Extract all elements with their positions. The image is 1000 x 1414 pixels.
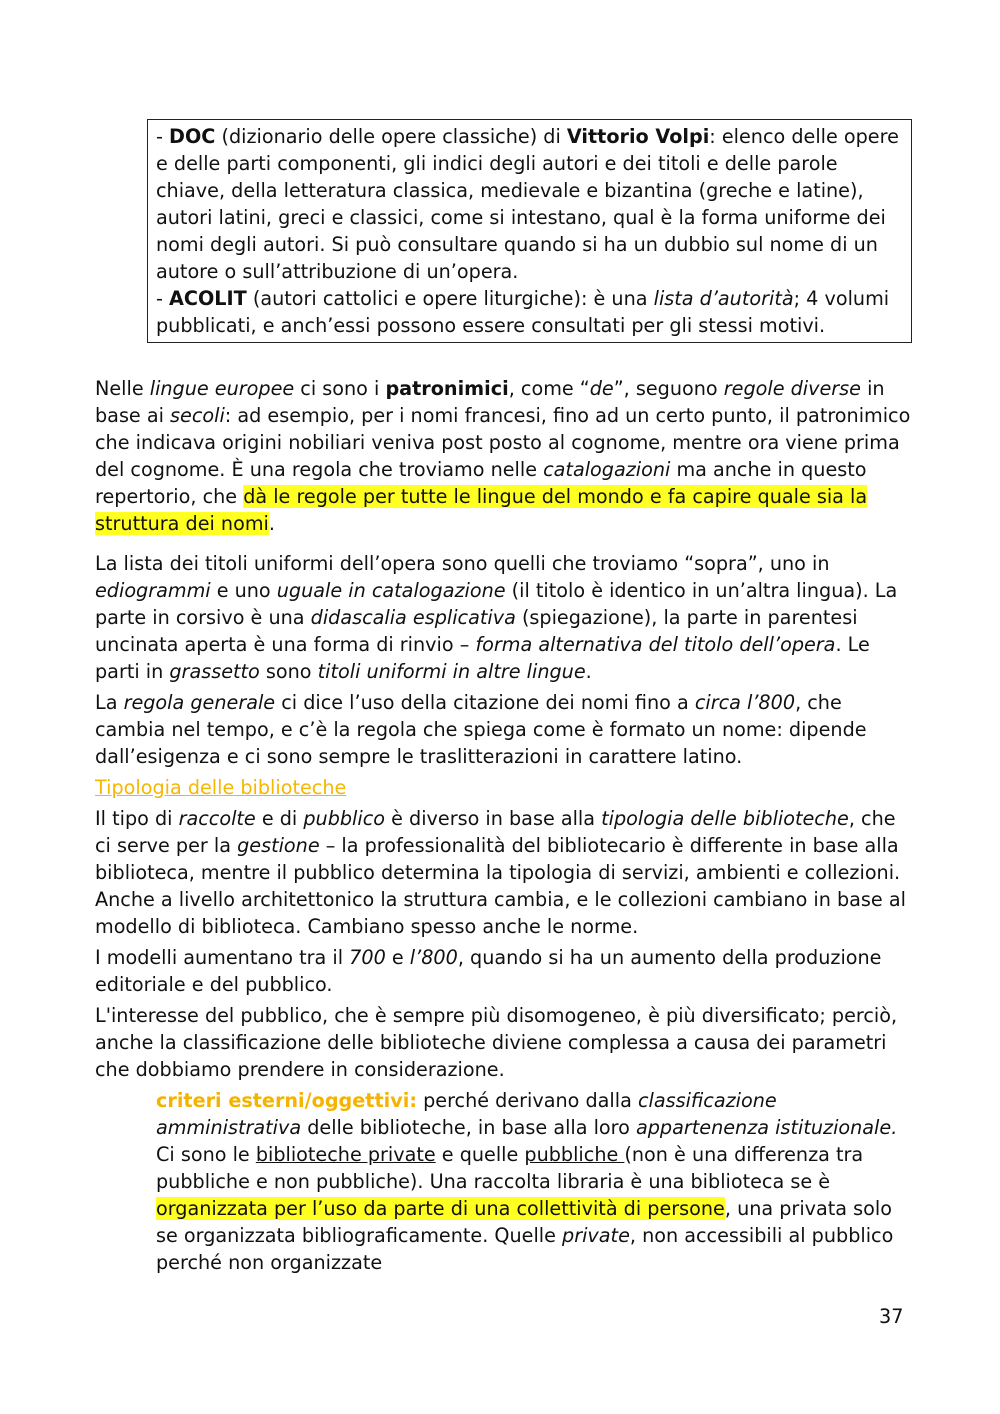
text-run: , che ci serve per la [95,807,896,857]
italic-run: catalogazioni [543,458,671,481]
paragraph-patronimici [95,375,915,537]
italic-run: titoli uniformi in altre lingue [317,660,586,683]
paragraph-criteri [156,1087,915,1276]
text-run: . [268,512,275,535]
text-run: (autori cattolici e opere liturgiche): è una [246,287,654,310]
paragraph-tipologia [95,805,915,940]
italic-run: ediogrammi [95,579,211,602]
underlined-run: pubbliche [524,1143,625,1166]
text-run: in base ai [95,377,885,427]
paragraph-regola-generale [95,689,915,770]
text-run: . [585,660,592,683]
italic-run: 700 [349,946,386,969]
highlighted-text: dà le regole per tutte le lingue del mondo e fa capire quale sia la struttura dei nomi [95,485,868,535]
text-run: ci sono i [294,377,386,400]
text-run: , come “ [508,377,590,400]
text-run: e quelle [435,1143,525,1166]
italic-run: private [562,1224,630,1247]
acolit-term: ACOLIT [169,287,247,310]
text-run: e di [255,807,304,830]
text-run: delle biblioteche, in base alla loro [301,1116,636,1139]
bold-run: patronimici [385,377,509,400]
text-run: : ad esempio, per i nomi francesi, fino ad un certo punto, il patronimico che indicava origini nobiliari veniva post posto al cognome, mentre ora viene prima del cognome. È una regola che troviamo nelle [95,404,911,481]
acolit-entry [156,285,902,339]
text-run: è diverso in base alla [385,807,602,830]
italic-run: grassetto [169,660,260,683]
text-run: , che cambia nel tempo, e c’è la regola che spiega come è formato un nome: dipende dall’esigenza e ci sono sempre le traslitterazioni in carattere latino. [95,691,867,768]
italic-run: appartenenza istituzionale. [635,1116,898,1139]
body-text [95,375,915,1280]
paragraph-interesse: L'interesse del pubblico, che è sempre più disomogeneo, è più diversificato; perciò, anche la classificazione delle biblioteche diviene complessa a causa dei parametri che dobbiamo prendere in considerazione. [95,1004,898,1081]
bordered-note-box [147,119,912,343]
underlined-run: biblioteche private [255,1143,436,1166]
paragraph-modelli [95,944,915,998]
text-run: e uno [210,579,277,602]
italic-run: forma alternativa del titolo dell’opera [475,633,836,656]
text-run: sono [259,660,318,683]
italic-run: secoli [170,404,225,427]
text-run: e [385,946,410,969]
text-run: – la professionalità del bibliotecario è differente in base alla biblioteca, mentre il pubblico determina la tipologia di servizi, ambienti e collezioni. Anche a livello architettonico la struttura cambia, e le collezioni cambiano in base al modello di biblioteca. Cambiano spesso anche le norme. [95,834,906,938]
italic-run: circa l’800 [694,691,796,714]
text-run: , non accessibili al pubblico perché non organizzate [156,1224,894,1274]
italic-run: gestione [237,834,320,857]
text-run: perché derivano dalla [417,1089,638,1112]
text-run: ci dice l’uso della citazione dei nomi fino a [275,691,695,714]
italic-run: de [589,377,614,400]
text-run: (spiegazione), la parte in parentesi uncinata aperta è una forma di rinvio – [95,606,858,656]
italic-run: regole diverse [723,377,861,400]
text-run: ; 4 volumi pubblicati, e anch’essi possono essere consultati per gli stessi motivi. [156,287,890,337]
dash: - [156,287,170,310]
text-run: I modelli aumentano tra il [95,946,350,969]
italic-run: regola generale [123,691,276,714]
text-run: . Le parti in [95,633,870,683]
dash: - [156,125,170,148]
text-run: Il tipo di [95,807,179,830]
text-run: , quando si ha un aumento della produzione editoriale e del pubblico. [95,946,882,996]
text-run: Nelle [95,377,150,400]
italic-run: lingue europee [149,377,295,400]
criteria-label: criteri esterni/oggettivi: [156,1089,417,1112]
doc-entry [156,123,902,285]
text-run: ”, seguono [613,377,724,400]
text-run: (non è una differenza tra pubbliche e non pubbliche). Una raccolta libraria è una biblioteca se è [156,1143,864,1193]
text-run: La [95,691,124,714]
doc-term: DOC [169,125,216,148]
italic-run: raccolte [178,807,256,830]
heading-link[interactable]: Tipologia delle biblioteche [95,776,347,799]
text-run: (dizionario delle opere classiche) di [215,125,567,148]
text-run: , una privata solo se organizzata bibliograficamente. Quelle [156,1197,892,1247]
section-heading[interactable] [95,774,915,801]
italic-run: lista d’autorità [653,287,794,310]
italic-run: pubblico [303,807,386,830]
italic-run: uguale in catalogazione [276,579,506,602]
italic-run: l’800 [409,946,458,969]
text-run: ma anche in questo repertorio, che [95,458,867,508]
page-number: 37 [879,1305,904,1328]
italic-run: tipologia delle biblioteche [601,807,849,830]
text-run: Ci sono le [156,1143,256,1166]
text-run: (il titolo è identico in un’altra lingua). La parte in corsivo è una [95,579,898,629]
highlighted-text: organizzata per l’uso da parte di una collettività di persone [156,1197,725,1220]
italic-run: didascalia esplicativa [310,606,516,629]
text-run: : elenco delle opere e delle parti componenti, gli indici degli autori e dei titoli e delle parole chiave, della letteratura classica, medievale e bizantina (greche e latine), autori latini, greci e classici, come si intestano, qual è la forma uniforme dei nomi degli autori. Si può consultare quando si ha un dubbio sul nome di un autore o sull’attribuzione di un’opera. [156,125,899,283]
text-run: La lista dei titoli uniformi dell’opera sono quelli che troviamo “sopra”, uno in [95,552,830,575]
paragraph-titoli-uniformi [95,550,915,685]
italic-run: classificazione amministrativa [156,1089,777,1139]
author-name: Vittorio Volpi [566,125,710,148]
